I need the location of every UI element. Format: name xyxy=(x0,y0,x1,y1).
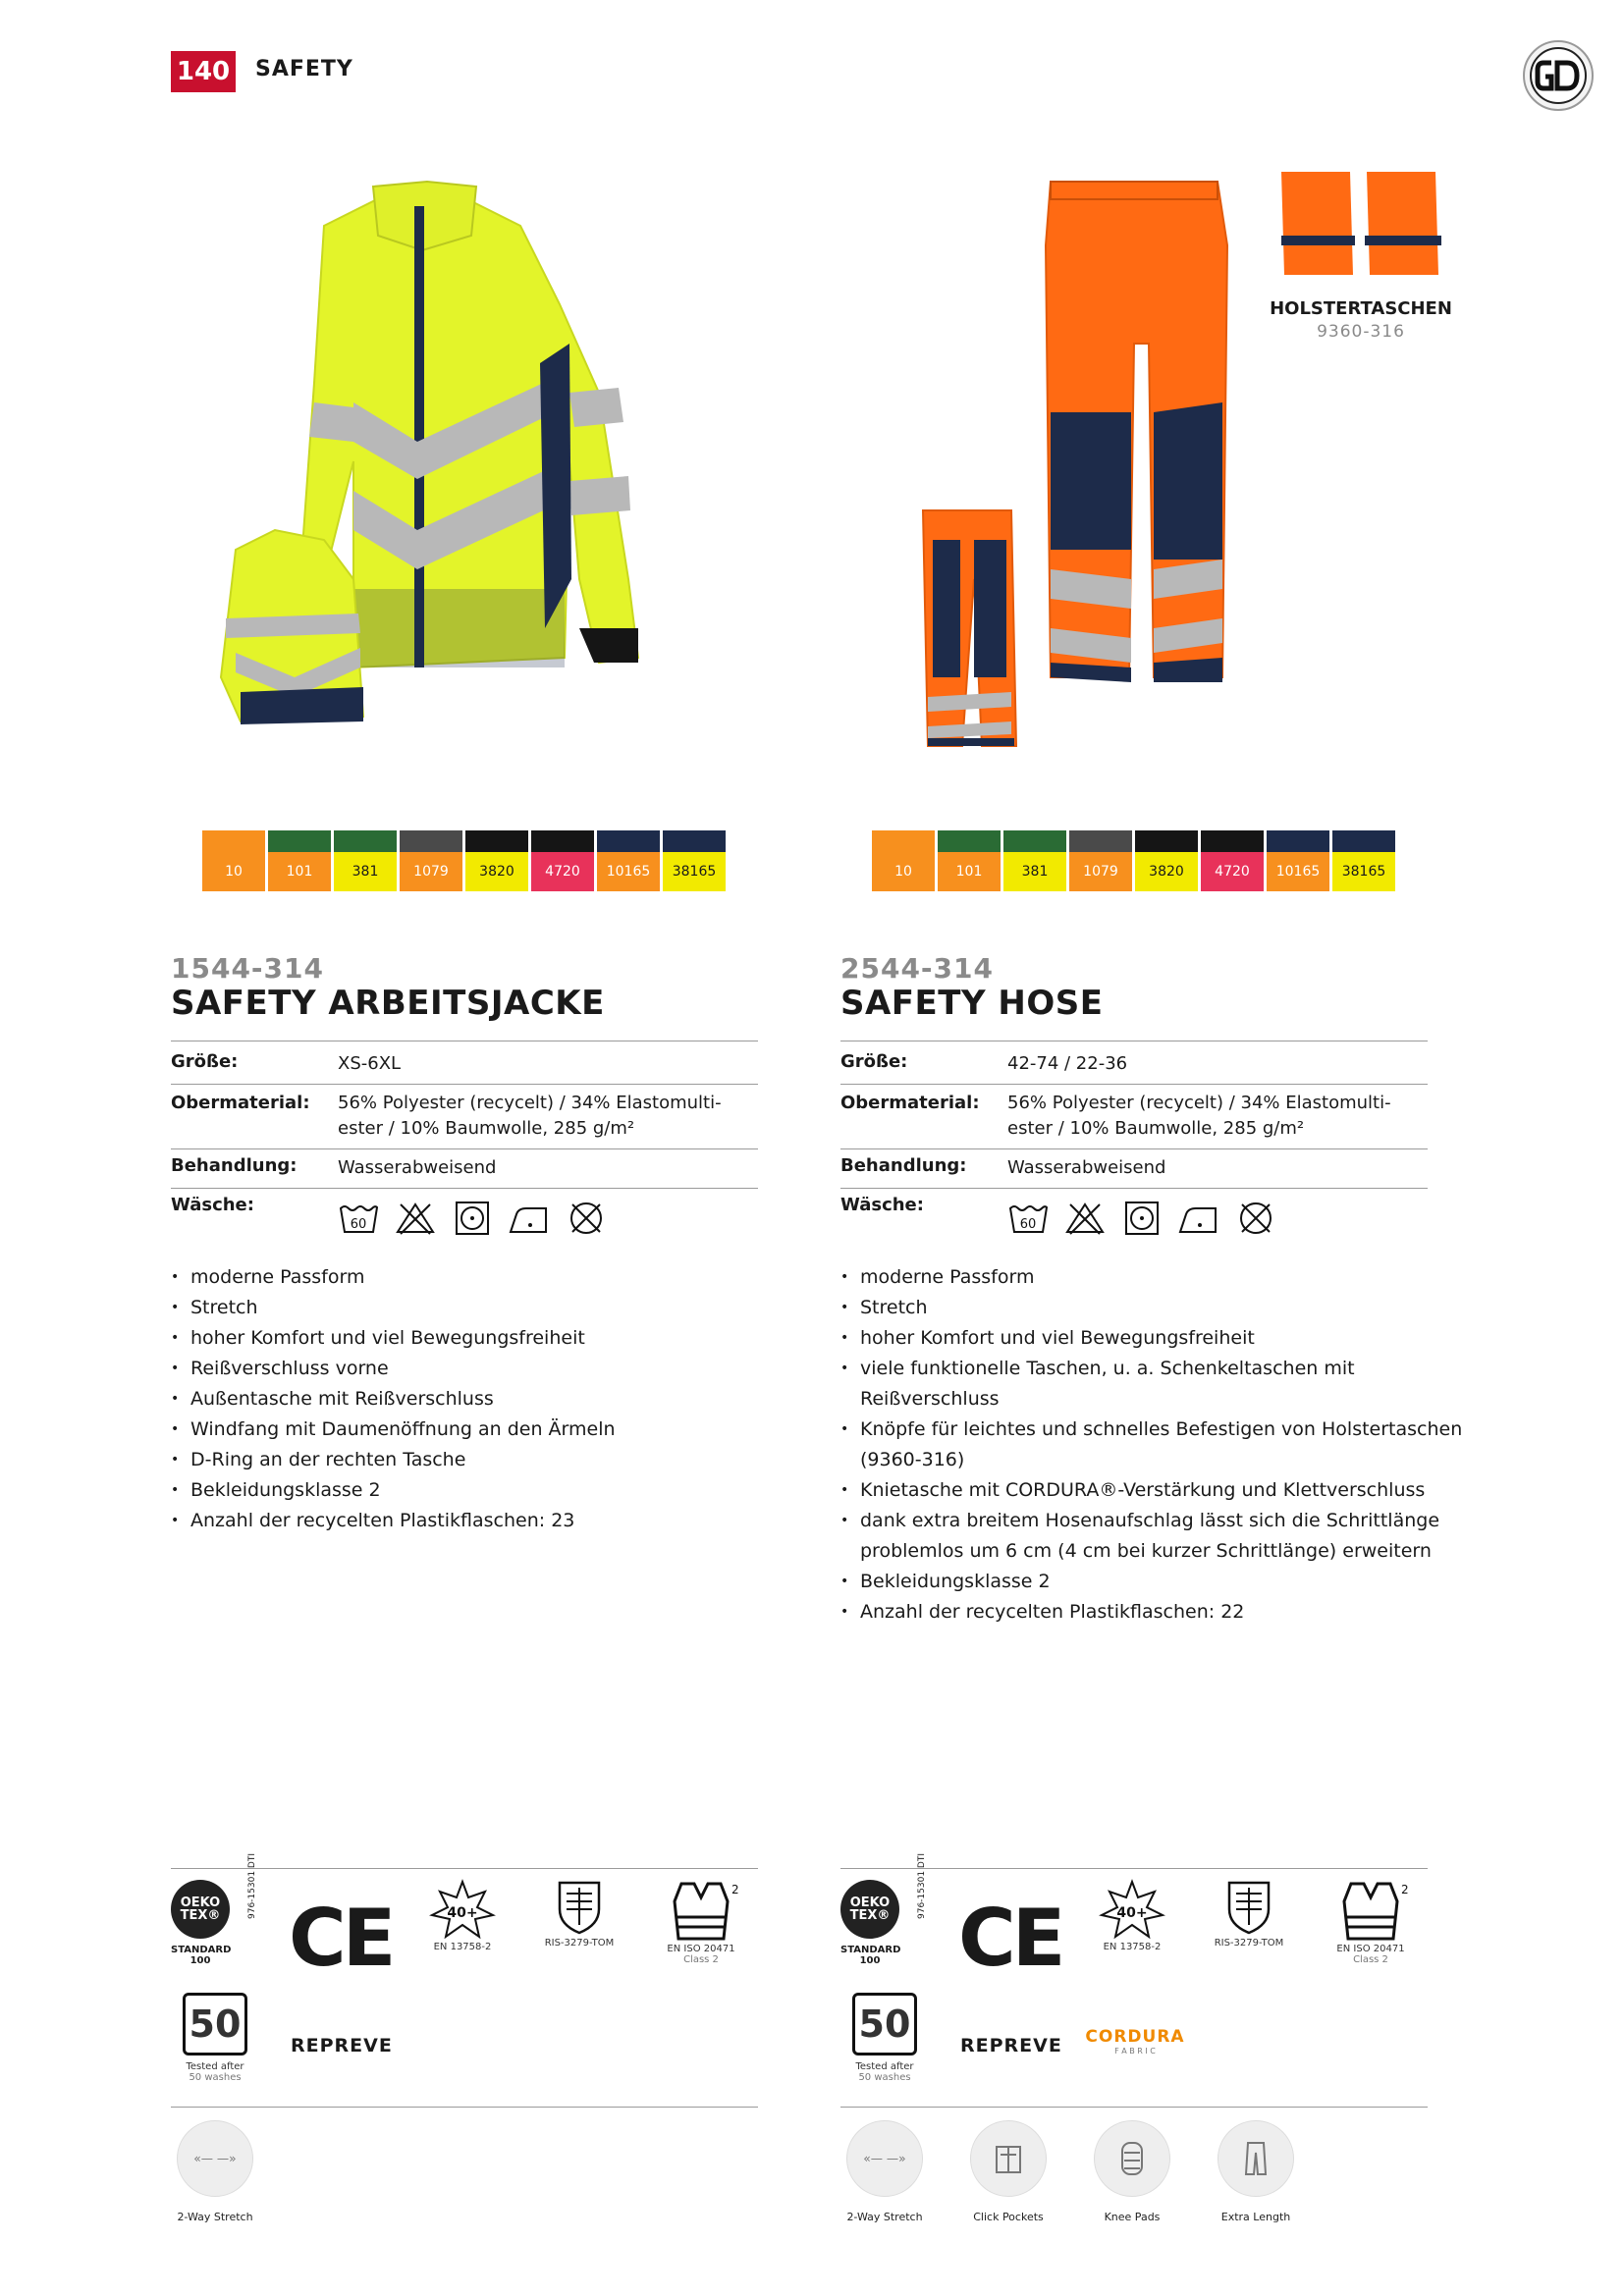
color-code: 10 xyxy=(202,852,265,891)
feature-item: • Reißverschluss vorne xyxy=(171,1354,616,1384)
oeko-text: OEKO xyxy=(849,1896,891,1910)
hi-vis-vest-icon xyxy=(667,1880,739,1941)
product-name: SAFETY HOSE xyxy=(840,984,1104,1023)
certifications-left xyxy=(171,1852,760,2106)
spec-value: 56% Polyester (recycelt) / 34% Elastomulti- xyxy=(338,1093,722,1113)
feature-item: • Windfang mit Daumenöffnung an den Ärmeln xyxy=(171,1415,616,1445)
feature-item: • dank extra breitem Hosenaufschlag lässt sich die Schrittlänge xyxy=(840,1506,1462,1536)
wash-60-icon xyxy=(1007,1201,1049,1236)
color-swatch-101 xyxy=(938,830,1001,891)
washes-label: 50 washes xyxy=(189,2072,242,2083)
feature-item: • hoher Komfort und viel Bewegungsfreiheit xyxy=(171,1323,616,1354)
svg-text:60: 60 xyxy=(350,1217,367,1232)
feature-item: • Bekleidungsklasse 2 xyxy=(171,1475,616,1506)
certifications-right xyxy=(840,1852,1430,2106)
oeko-standard: STANDARD xyxy=(171,1945,232,1955)
oeko-inst: DTI xyxy=(917,1852,927,1869)
feature-badge-label: Knee Pads xyxy=(1104,2211,1161,2223)
oeko-100: 100 xyxy=(859,1955,881,1966)
color-swatch-4720 xyxy=(531,830,594,891)
color-code: 4720 xyxy=(531,852,594,891)
color-code: 381 xyxy=(334,852,397,891)
color-code: 1079 xyxy=(1069,852,1132,891)
en13758-label: EN 13758-2 xyxy=(433,1942,492,1952)
spec-label: Wäsche: xyxy=(171,1195,254,1215)
cordura-logo xyxy=(1084,2027,1186,2056)
feature-item: • D-Ring an der rechten Tasche xyxy=(171,1445,616,1475)
oeko-code: 976-15301 xyxy=(247,1870,257,1919)
click-pockets-icon xyxy=(970,2120,1047,2197)
oeko-tex-cert xyxy=(171,1852,257,1966)
brand-logo-icon xyxy=(1522,39,1595,112)
no-bleach-icon xyxy=(395,1201,436,1236)
feature-item: • moderne Passform xyxy=(171,1262,616,1293)
ris-label: RIS-3279-TOM xyxy=(1214,1938,1284,1949)
feature-badge xyxy=(177,2120,253,2223)
color-swatch-1079 xyxy=(400,830,462,891)
washes-cert xyxy=(850,1993,919,2083)
feature-item: • Stretch xyxy=(840,1293,1462,1323)
feature-item: • viele funktionelle Taschen, u. a. Schenkeltaschen mit xyxy=(840,1354,1462,1384)
feature-item: • Außentasche mit Reißverschluss xyxy=(171,1384,616,1415)
color-swatch-381 xyxy=(334,830,397,891)
hi-vis-vest-icon xyxy=(1336,1880,1409,1941)
two-way-stretch-icon xyxy=(846,2120,923,2197)
color-swatch-10165 xyxy=(1267,830,1329,891)
color-swatch-10 xyxy=(202,830,265,891)
iron-icon xyxy=(509,1201,550,1236)
color-code: 4720 xyxy=(1201,852,1264,891)
spec-label: Größe: xyxy=(840,1051,908,1072)
feature-list xyxy=(171,1262,616,1536)
feature-list xyxy=(840,1262,1462,1628)
oeko-inst: DTI xyxy=(247,1852,257,1869)
svg-text:«— —»: «— —» xyxy=(863,2151,906,2165)
en20471-cert xyxy=(1331,1880,1410,1965)
feature-item: • Anzahl der recycelten Plastikflaschen: 23 xyxy=(171,1506,616,1536)
spec-label: Obermaterial: xyxy=(840,1093,980,1113)
feature-badge xyxy=(1218,2120,1294,2223)
holster-title: HOLSTERTASCHEN xyxy=(1270,298,1452,319)
care-symbols xyxy=(1007,1195,1276,1236)
trousers-product-image xyxy=(913,167,1237,756)
oeko-100: 100 xyxy=(189,1955,211,1966)
color-swatch-38165 xyxy=(663,830,726,891)
color-swatch-38165 xyxy=(1332,830,1395,891)
color-code: 38165 xyxy=(663,852,726,891)
shield-icon xyxy=(1224,1880,1273,1935)
feature-badge-label: 2-Way Stretch xyxy=(846,2211,923,2223)
repreve-logo: REPREVE xyxy=(291,2035,393,2056)
feature-badge-label: Extra Length xyxy=(1220,2211,1291,2223)
color-code: 101 xyxy=(938,852,1001,891)
color-code: 1079 xyxy=(400,852,462,891)
holster-pockets-image xyxy=(1276,167,1443,280)
spec-label: Behandlung: xyxy=(840,1155,967,1176)
oeko-standard: STANDARD xyxy=(840,1945,901,1955)
svg-text:40+: 40+ xyxy=(447,1905,478,1921)
color-code: 101 xyxy=(268,852,331,891)
color-code: 38165 xyxy=(1332,852,1395,891)
spec-table xyxy=(840,1041,1428,1243)
feature-item: • Anzahl der recycelten Plastikflaschen: 22 xyxy=(840,1597,1462,1628)
svg-text:60: 60 xyxy=(1019,1217,1037,1232)
en13758-cert xyxy=(1088,1880,1176,1952)
color-code: 10165 xyxy=(1267,852,1329,891)
iron-icon xyxy=(1178,1201,1219,1236)
spec-value: ester / 10% Baumwolle, 285 g/m² xyxy=(338,1118,635,1139)
spec-value: 42-74 / 22-36 xyxy=(1007,1053,1128,1074)
feature-badge-label: Click Pockets xyxy=(973,2211,1044,2223)
svg-text:2: 2 xyxy=(1401,1883,1409,1896)
section-title: SAFETY xyxy=(255,57,353,81)
product-number: 2544-314 xyxy=(840,952,994,985)
color-code: 10165 xyxy=(597,852,660,891)
feature-badge xyxy=(1094,2120,1170,2223)
feature-item: • hoher Komfort und viel Bewegungsfreiheit xyxy=(840,1323,1462,1354)
tumble-dry-icon xyxy=(452,1201,493,1236)
color-swatch-3820 xyxy=(1135,830,1198,891)
spec-label: Größe: xyxy=(171,1051,239,1072)
washes-label: Tested after xyxy=(186,2061,244,2072)
tumble-dry-icon xyxy=(1121,1201,1163,1236)
color-swatch-3820 xyxy=(465,830,528,891)
color-swatch-10165 xyxy=(597,830,660,891)
oeko-text: OEKO xyxy=(180,1896,221,1910)
ris-cert xyxy=(1210,1880,1288,1949)
feature-item: problemlos um 6 cm (4 cm bei kurzer Schrittlänge) erweitern xyxy=(860,1540,1432,1562)
feature-item: • Bekleidungsklasse 2 xyxy=(840,1567,1462,1597)
jacket-product-image xyxy=(206,167,658,756)
repreve-logo: REPREVE xyxy=(960,2035,1062,2056)
ris-cert xyxy=(540,1880,619,1949)
en13758-cert xyxy=(418,1880,507,1952)
divider xyxy=(840,1868,1428,1869)
feature-item: • Knietasche mit CORDURA®-Verstärkung und Klettverschluss xyxy=(840,1475,1462,1506)
feature-item: (9360-316) xyxy=(860,1449,965,1470)
spec-label: Behandlung: xyxy=(171,1155,298,1176)
no-dryclean-icon xyxy=(1235,1201,1276,1236)
spec-value: ester / 10% Baumwolle, 285 g/m² xyxy=(1007,1118,1305,1139)
uv-star-icon xyxy=(428,1880,497,1939)
en20471-class: Class 2 xyxy=(1353,1954,1388,1965)
en20471-label: EN ISO 20471 xyxy=(667,1944,735,1954)
cordura-sub: F A B R I C xyxy=(1114,2047,1156,2056)
en13758-label: EN 13758-2 xyxy=(1103,1942,1162,1952)
oeko-text: TEX® xyxy=(180,1908,221,1923)
washes-label: 50 washes xyxy=(858,2072,911,2083)
color-swatch-10 xyxy=(872,830,935,891)
product-name: SAFETY ARBEITSJACKE xyxy=(171,984,605,1023)
en20471-cert xyxy=(662,1880,740,1965)
color-code: 10 xyxy=(872,852,935,891)
washes-number: 50 xyxy=(183,1993,247,2056)
no-bleach-icon xyxy=(1064,1201,1106,1236)
feature-badge xyxy=(846,2120,923,2223)
two-way-stretch-icon xyxy=(177,2120,253,2197)
spec-value: 56% Polyester (recycelt) / 34% Elastomulti- xyxy=(1007,1093,1391,1113)
spec-label: Wäsche: xyxy=(840,1195,924,1215)
spec-value: Wasserabweisend xyxy=(338,1157,497,1178)
knee-pads-icon xyxy=(1094,2120,1170,2197)
feature-badge xyxy=(970,2120,1047,2223)
color-swatch-1079 xyxy=(1069,830,1132,891)
washes-label: Tested after xyxy=(855,2061,914,2072)
color-code: 3820 xyxy=(1135,852,1198,891)
svg-text:«— —»: «— —» xyxy=(193,2151,237,2165)
color-swatch-101 xyxy=(268,830,331,891)
spec-label: Obermaterial: xyxy=(171,1093,310,1113)
feature-badge-label: 2-Way Stretch xyxy=(177,2211,253,2223)
color-code: 381 xyxy=(1003,852,1066,891)
feature-item: • Stretch xyxy=(171,1293,616,1323)
divider xyxy=(171,2107,758,2108)
page-number: 140 xyxy=(171,51,236,92)
washes-number: 50 xyxy=(852,1993,917,2056)
jacket-color-swatches xyxy=(202,830,726,891)
color-code: 3820 xyxy=(465,852,528,891)
care-symbols xyxy=(338,1195,607,1236)
spec-table xyxy=(171,1041,758,1243)
spec-value: XS-6XL xyxy=(338,1053,402,1074)
holster-number: 9360-316 xyxy=(1317,322,1405,342)
oeko-code: 976-15301 xyxy=(917,1870,927,1919)
uv-star-icon xyxy=(1098,1880,1166,1939)
spec-value: Wasserabweisend xyxy=(1007,1157,1166,1178)
ce-mark: CE xyxy=(958,1893,1062,1984)
en20471-label: EN ISO 20471 xyxy=(1336,1944,1405,1954)
no-dryclean-icon xyxy=(566,1201,607,1236)
feature-item: • moderne Passform xyxy=(840,1262,1462,1293)
trousers-color-swatches xyxy=(872,830,1395,891)
color-swatch-4720 xyxy=(1201,830,1264,891)
ris-label: RIS-3279-TOM xyxy=(544,1938,615,1949)
oeko-text: TEX® xyxy=(849,1908,891,1923)
feature-item: Reißverschluss xyxy=(860,1388,1000,1410)
divider xyxy=(840,2107,1428,2108)
shield-icon xyxy=(555,1880,604,1935)
washes-cert xyxy=(181,1993,249,2083)
product-number: 1544-314 xyxy=(171,952,324,985)
cordura-text: CORDURA xyxy=(1085,2027,1185,2047)
svg-text:40+: 40+ xyxy=(1116,1905,1148,1921)
divider xyxy=(171,1868,758,1869)
feature-item: • Knöpfe für leichtes und schnelles Befestigen von Holstertaschen xyxy=(840,1415,1462,1445)
wash-60-icon xyxy=(338,1201,379,1236)
oeko-tex-cert xyxy=(840,1852,927,1966)
extra-length-icon xyxy=(1218,2120,1294,2197)
en20471-class: Class 2 xyxy=(683,1954,719,1965)
ce-mark: CE xyxy=(289,1893,393,1984)
color-swatch-381 xyxy=(1003,830,1066,891)
svg-text:2: 2 xyxy=(731,1883,739,1896)
